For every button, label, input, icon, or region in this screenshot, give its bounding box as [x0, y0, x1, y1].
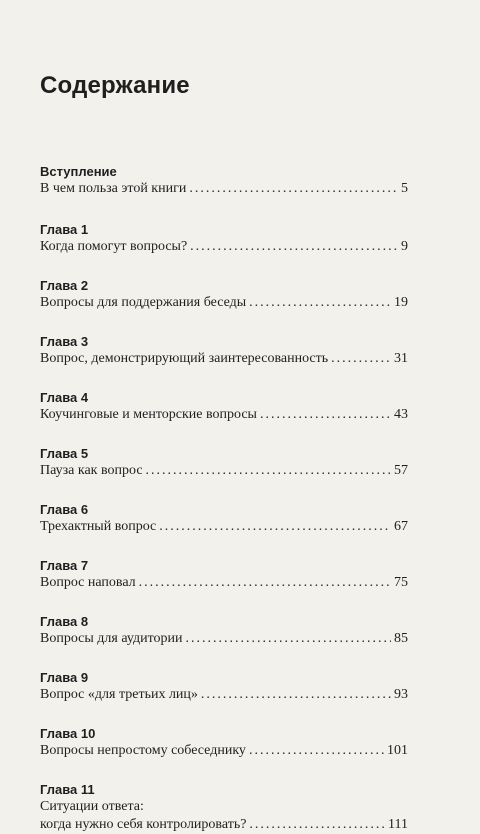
toc-line: [40, 686, 408, 704]
toc-title: Вопросы для аудитории: [40, 631, 183, 646]
dot-leader: [189, 180, 398, 198]
toc-page-number: 111: [388, 817, 408, 832]
toc-line: [40, 574, 408, 592]
dot-leader: [186, 630, 391, 648]
toc-heading: Глава 3: [40, 334, 89, 349]
toc-line: [40, 816, 408, 834]
toc-title: Вопрос «для третьих лиц»: [40, 687, 198, 702]
toc-line: [40, 350, 408, 368]
toc-page-number: 43: [394, 407, 408, 422]
toc-entry-chapter-6: [40, 502, 408, 536]
toc-entry-chapter-5: [40, 446, 408, 480]
toc-page-number: 57: [394, 463, 408, 478]
dot-leader: [139, 574, 391, 592]
dot-leader: [201, 686, 391, 704]
toc-heading: Глава 2: [40, 278, 89, 293]
dot-leader: [159, 518, 391, 536]
toc-page-number: 75: [394, 575, 408, 590]
toc-line: [40, 630, 408, 648]
toc-entry-chapter-4: [40, 390, 408, 424]
toc-heading: Глава 4: [40, 390, 89, 405]
toc-line: [40, 518, 408, 536]
toc-line: [40, 406, 408, 424]
toc-title: Когда помогут вопросы?: [40, 239, 188, 254]
toc-page-number: 19: [394, 295, 408, 310]
toc-title: Вопрос наповал: [40, 575, 136, 590]
toc-entry-chapter-1: [40, 222, 408, 256]
dot-leader: [249, 742, 384, 760]
toc-heading: Глава 10: [40, 726, 96, 741]
toc-entry-chapter-7: [40, 558, 408, 592]
toc-page-number: 93: [394, 687, 408, 702]
table-of-contents: [40, 164, 408, 834]
toc-title-line-1: Ситуации ответа:: [40, 799, 144, 814]
toc-page-number: 31: [394, 351, 408, 366]
toc-title: когда нужно себя контролировать?: [40, 817, 247, 832]
toc-entry-chapter-10: [40, 726, 408, 760]
toc-heading: Глава 9: [40, 670, 89, 685]
toc-entry-intro: [40, 164, 408, 198]
toc-title: В чем польза этой книги: [40, 181, 187, 196]
toc-entry-chapter-3: [40, 334, 408, 368]
page-title: Содержание: [40, 72, 190, 99]
toc-line: [40, 238, 408, 256]
toc-heading: Глава 11: [40, 782, 95, 797]
toc-title: Вопрос, демонстрирующий заинтересованность: [40, 351, 329, 366]
toc-page-number: 101: [387, 743, 408, 758]
toc-heading: Глава 7: [40, 558, 89, 573]
toc-title: Вопросы для поддержания беседы: [40, 295, 247, 310]
dot-leader: [331, 350, 391, 368]
toc-line: [40, 180, 408, 198]
toc-page-number: 85: [394, 631, 408, 646]
toc-page-number: 9: [401, 239, 408, 254]
toc-title: Трехактный вопрос: [40, 519, 157, 534]
toc-entry-chapter-11: [40, 782, 408, 834]
toc-title: Пауза как вопрос: [40, 463, 143, 478]
toc-line: [40, 462, 408, 480]
toc-page-number: 5: [401, 181, 408, 196]
toc-line: [40, 742, 408, 760]
dot-leader: [146, 462, 391, 480]
dot-leader: [190, 238, 398, 256]
toc-entry-chapter-8: [40, 614, 408, 648]
toc-heading: Глава 5: [40, 446, 89, 461]
toc-title: Вопросы непростому собеседнику: [40, 743, 246, 758]
toc-heading: Глава 1: [40, 222, 89, 237]
dot-leader: [260, 406, 391, 424]
toc-entry-chapter-2: [40, 278, 408, 312]
toc-page-number: 67: [394, 519, 408, 534]
dot-leader: [249, 294, 391, 312]
toc-title: Коучинговые и менторские вопросы: [40, 407, 257, 422]
toc-line: [40, 294, 408, 312]
toc-heading: Вступление: [40, 164, 117, 179]
toc-heading: Глава 6: [40, 502, 89, 517]
dot-leader: [249, 816, 385, 834]
toc-entry-chapter-9: [40, 670, 408, 704]
toc-heading: Глава 8: [40, 614, 89, 629]
